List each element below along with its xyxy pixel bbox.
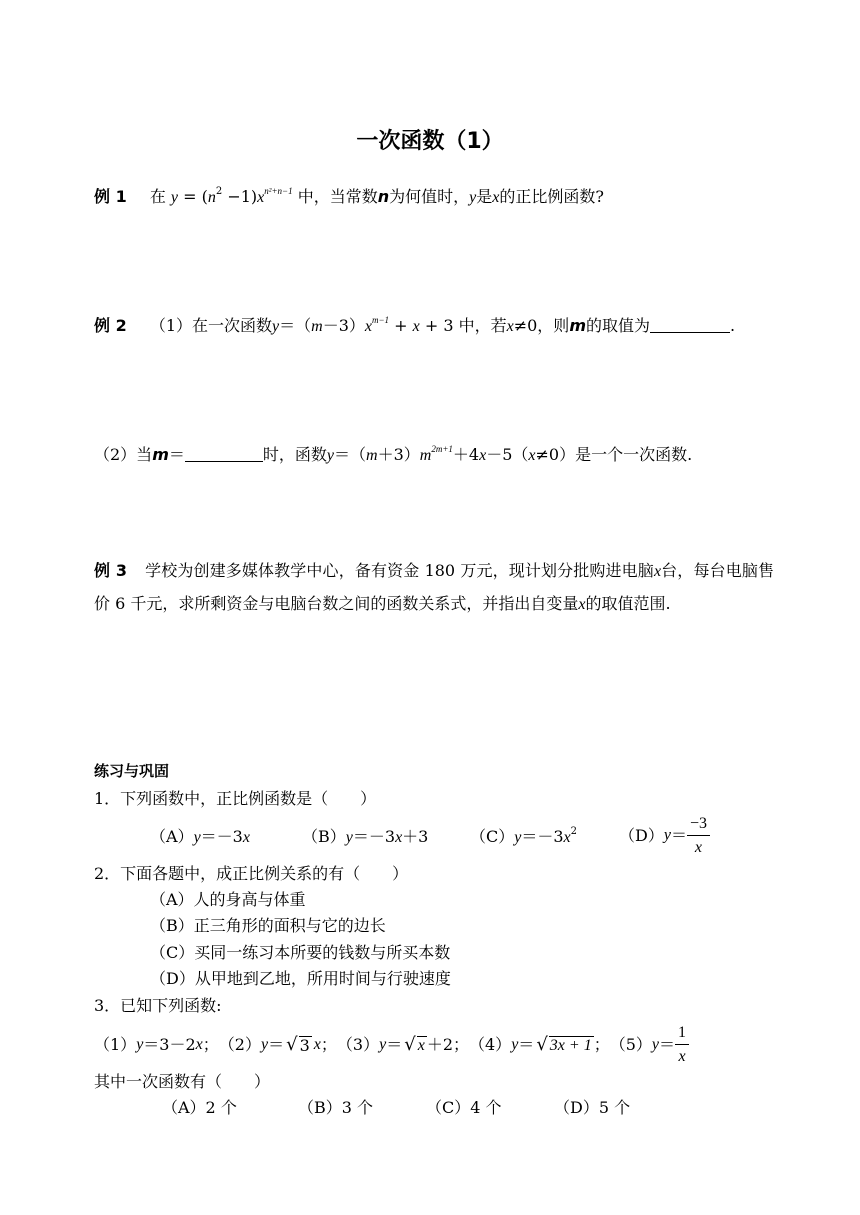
ex1-post-b: 为何值时， [389, 187, 470, 206]
ex1-formula-n: n [207, 189, 216, 206]
q3-f4-sep: ； [593, 1035, 610, 1054]
q1-option-c[interactable] [470, 826, 578, 846]
q1-b-tail: ＋3 [402, 827, 429, 846]
q2-option-c[interactable]: （C）买同一练习本所要的钱数与所买本数 [150, 943, 451, 962]
sqrt-icon: √ [536, 1034, 548, 1055]
ex2-p2-m3: m [419, 447, 432, 464]
ex2-p2-exp: 2m+1 [431, 444, 453, 454]
q1-c-exp: 2 [570, 826, 578, 837]
example-2-part-2 [94, 444, 693, 464]
ex2-p1-plus3: + 3 中，若 [419, 316, 507, 335]
q3-f1-y: y [136, 1036, 144, 1053]
answer-blank-1[interactable] [650, 318, 730, 333]
q3-f2-rad: 3 [299, 1036, 310, 1055]
ex1-formula-x: x [257, 189, 265, 206]
q1-d-fraction [687, 815, 710, 856]
q3-functions [94, 1023, 689, 1067]
example-3 [94, 555, 774, 621]
q3-f1-sep: ； [202, 1035, 219, 1054]
ex2-p1-end: 的取值为 [585, 316, 650, 335]
ex2-p2-pre: （2）当 [94, 445, 153, 464]
q3-f5-eq: ＝ [659, 1035, 676, 1054]
ex2-p2-eq2: ＝（ [334, 445, 367, 464]
q3-f3-y: y [379, 1036, 387, 1053]
ex3-text-a: 学校为创建多媒体教学中心，备有资金 180 万元，现计划分批购进电脑 [144, 561, 654, 580]
q1-b-y: y [345, 829, 353, 846]
q3-f5-den: x [678, 1048, 686, 1065]
q1-c-y: y [514, 829, 522, 846]
q1-c-x: x [563, 829, 571, 846]
ex2-p1-cond-x: x [506, 318, 514, 335]
ex3-var-x: x [653, 563, 662, 580]
ex2-p1-period: . [730, 316, 736, 335]
q1-c-label: （C） [470, 827, 515, 846]
q1-option-d[interactable] [619, 815, 710, 856]
q3-f2-x: x [313, 1036, 321, 1053]
ex2-p2-y: y [326, 447, 334, 464]
ex1-post-d: 的正比例函数? [499, 187, 604, 206]
ex2-p2-x: x [479, 447, 487, 464]
practice-heading: 练习与巩固 [94, 762, 170, 780]
ex1-post-c: 是 [476, 187, 493, 206]
ex1-formula-sq: 2 [215, 186, 223, 197]
q3-f2-eq: ＝ [268, 1035, 285, 1054]
q1-d-num: −3 [687, 815, 710, 836]
q1-a-x: x [242, 829, 250, 846]
ex2-p2-x2: x [528, 447, 536, 464]
question-3-stem: 3．已知下列函数: [94, 996, 222, 1015]
sqrt-icon: √ [286, 1034, 298, 1055]
q3-f4-label: （4） [469, 1035, 512, 1054]
ex3-text-b: 台，每台电脑售价 6 千元，求所剩资金与电脑台数之间的函数关系式，并指出自变量 [94, 561, 774, 613]
ex2-p1-eq: ＝（ [279, 316, 312, 335]
ex1-var-n: n [377, 187, 390, 206]
q1-d-den: x [694, 838, 703, 856]
q1-option-b[interactable] [302, 829, 428, 846]
q3-f4-y: y [511, 1036, 519, 1053]
ex2-p2-plus3: ＋3） [377, 445, 420, 464]
ex1-formula-eq: = ( [178, 187, 208, 206]
q3-f2-y: y [260, 1036, 269, 1053]
ex2-p1-y: y [272, 318, 280, 335]
ex2-p2-mid: 时，函数 [262, 445, 327, 464]
answer-blank-2[interactable] [185, 447, 263, 462]
q1-a-y: y [193, 829, 201, 846]
q3-f3-label: （3） [336, 1035, 380, 1054]
example-2-label: 例 2 [94, 316, 127, 335]
ex2-p2-m2: m [366, 447, 378, 464]
q3-f2-label: （2） [218, 1035, 261, 1054]
ex2-p2-minus5: －5（ [486, 445, 529, 464]
q3-f1-x: x [195, 1036, 203, 1053]
q3-option-a[interactable]: （A）2 个 [162, 1098, 237, 1117]
q3-f3-rad: x [417, 1037, 425, 1054]
q3-f1-label: （1） [94, 1035, 137, 1054]
ex2-p2-plus4: ＋4 [452, 445, 480, 464]
q3-f3-tail: ＋2； [426, 1035, 469, 1054]
question-1-stem: 1．下列函数中，正比例函数是（ ） [94, 789, 377, 808]
ex2-p2-eq: ＝ [168, 445, 185, 464]
q3-f2-sep: ； [320, 1035, 337, 1054]
ex2-p1-plus: + [389, 316, 413, 335]
q1-b-label: （B） [302, 827, 346, 846]
question-3-ask: 其中一次函数有（ ） [94, 1072, 271, 1091]
ex1-var-x: x [492, 189, 500, 206]
q1-b-eq: ＝－3 [352, 827, 396, 846]
ex1-var-y: y [469, 189, 477, 206]
q3-f3-eq: ＝ [386, 1035, 403, 1054]
ex2-p1-x2: x [412, 318, 420, 335]
ex2-p1-m: m [311, 318, 323, 335]
ex2-p2-cond: ≠0）是一个一次函数. [535, 445, 693, 464]
q2-option-b[interactable]: （B）正三角形的面积与它的边长 [150, 916, 386, 935]
ex2-p1-exp: m−1 [371, 315, 390, 325]
ex1-post-a: 中，当常数 [297, 187, 378, 206]
q3-option-b[interactable]: （B）3 个 [298, 1098, 374, 1117]
example-3-label: 例 3 [94, 561, 127, 580]
q3-option-c[interactable]: （C）4 个 [426, 1098, 502, 1117]
ex1-pre: 在 [149, 187, 166, 206]
q3-f4-rad: 3x + 1 [549, 1037, 592, 1054]
q3-f1-body: ＝3－2 [143, 1035, 196, 1054]
ex3-var-x2: x [578, 596, 586, 613]
ex2-p1-cond: ≠0，则 [513, 316, 570, 335]
ex3-text-c: 的取值范围. [585, 594, 671, 613]
ex2-p1-pre: （1）在一次函数 [149, 316, 272, 335]
ex2-p2-m: m [152, 445, 169, 464]
q1-d-label: （D） [619, 825, 664, 845]
ex2-p1-x: x [364, 318, 372, 335]
q1-d-eq: ＝ [670, 825, 687, 845]
example-1 [94, 186, 604, 206]
question-2-stem: 2．下面各题中，成正比例关系的有（ ） [94, 864, 409, 883]
q3-f5-fraction [675, 1024, 689, 1065]
q3-f5-num: 1 [675, 1024, 689, 1045]
q2-option-a[interactable]: （A）人的身高与体重 [150, 890, 306, 909]
page-title: 一次函数（1） [356, 129, 504, 154]
q2-option-d[interactable]: （D）从甲地到乙地，所用时间与行驶速度 [150, 969, 451, 988]
q3-option-d[interactable]: （D）5 个 [554, 1098, 631, 1117]
q1-c-eq: ＝－3 [521, 827, 564, 846]
q1-a-label: （A） [150, 827, 194, 846]
ex2-p1-m2: m [569, 316, 586, 335]
q1-d-y: y [663, 826, 671, 844]
ex2-p1-minus3: －3） [322, 316, 365, 335]
q1-option-a[interactable] [150, 829, 250, 846]
ex1-formula-exp: n²+n−1 [264, 186, 293, 196]
q1-b-x: x [395, 829, 403, 846]
q3-f5-label: （5） [609, 1035, 652, 1054]
sqrt-icon: √ [404, 1034, 416, 1055]
q3-f4-eq: ＝ [518, 1035, 535, 1054]
ex1-formula-y: y [170, 189, 179, 206]
ex1-formula-m1: −1) [222, 187, 258, 206]
example-2-part-1 [94, 315, 736, 335]
example-1-label: 例 1 [94, 187, 127, 206]
q1-a-eq: ＝－3 [200, 827, 243, 846]
q3-f5-y: y [651, 1036, 660, 1053]
